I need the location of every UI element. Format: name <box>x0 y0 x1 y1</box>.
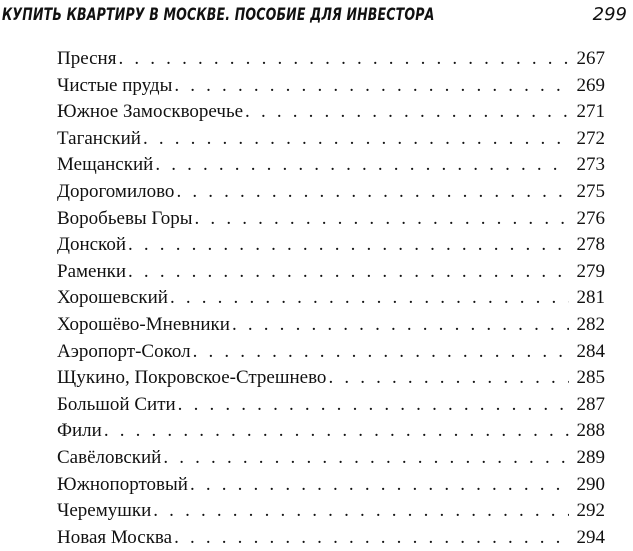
toc-entry-title: Черемушки <box>57 500 152 522</box>
toc-entry-page: 275 <box>576 180 605 202</box>
toc-entry-page: 288 <box>576 420 605 442</box>
toc-entry-page: 276 <box>576 207 605 229</box>
dot-leader <box>245 99 568 125</box>
toc-entry-title: Таганский <box>57 127 141 149</box>
toc-entry <box>57 126 605 153</box>
toc-entry-page: 282 <box>576 313 605 335</box>
dot-leader <box>174 525 568 551</box>
toc-entry <box>57 445 605 472</box>
toc-entry <box>57 73 605 100</box>
toc-entry-title: Фили <box>57 420 102 442</box>
dot-leader <box>328 365 568 391</box>
toc-entry-page: 294 <box>576 526 605 548</box>
toc-entry <box>57 46 605 73</box>
toc-entry-page: 281 <box>576 287 605 309</box>
dot-leader <box>128 232 569 258</box>
toc-entry-page: 272 <box>576 127 605 149</box>
dot-leader <box>143 126 569 152</box>
dot-leader <box>118 46 568 72</box>
dot-leader <box>128 259 568 285</box>
toc-entry <box>57 232 605 259</box>
toc-entry <box>57 472 605 499</box>
toc-entry-page: 278 <box>576 234 605 256</box>
dot-leader <box>153 498 568 524</box>
toc-entry-page: 290 <box>576 473 605 495</box>
toc-entry <box>57 179 605 206</box>
toc-entry <box>57 312 605 339</box>
toc-entry-title: Савёловский <box>57 446 162 468</box>
toc-entry <box>57 339 605 366</box>
toc-entry-title: Дорогомилово <box>57 180 175 202</box>
toc-entry-title: Щукино, Покровское-Стрешнево <box>57 367 327 389</box>
dot-leader <box>163 445 568 471</box>
dot-leader <box>195 206 569 232</box>
dot-leader <box>155 152 568 178</box>
toc-entry-page: 289 <box>576 446 605 468</box>
toc-entry-title: Большой Сити <box>57 393 176 415</box>
dot-leader <box>176 179 568 205</box>
toc-entry-page: 284 <box>576 340 605 362</box>
dot-leader <box>104 418 569 444</box>
toc-entry <box>57 525 605 551</box>
book-title: КУПИТЬ КВАРТИРУ В МОСКВЕ. ПОСОБИЕ ДЛЯ ИНВЕСТОРА <box>2 5 435 25</box>
toc-entry-title: Аэропорт-Сокол <box>57 340 191 362</box>
toc-entry <box>57 99 605 126</box>
toc-entry-page: 292 <box>576 500 605 522</box>
toc-entry-title: Чистые пруды <box>57 74 173 96</box>
toc-entry <box>57 365 605 392</box>
dot-leader <box>178 392 569 418</box>
dot-leader <box>193 339 569 365</box>
dot-leader <box>174 73 568 99</box>
toc-entry-page: 271 <box>576 101 605 123</box>
table-of-contents <box>57 46 605 551</box>
running-header <box>0 4 633 28</box>
dot-leader <box>190 472 569 498</box>
toc-entry-page: 287 <box>576 393 605 415</box>
toc-entry-title: Новая Москва <box>57 526 173 548</box>
toc-entry-title: Хорошевский <box>57 287 168 309</box>
toc-entry-title: Мещанский <box>57 154 154 176</box>
toc-entry-page: 269 <box>576 74 605 96</box>
toc-entry-page: 273 <box>576 154 605 176</box>
toc-entry <box>57 152 605 179</box>
toc-entry-page: 285 <box>576 367 605 389</box>
toc-entry-title: Пресня <box>57 48 117 69</box>
toc-entry-title: Донской <box>57 234 126 256</box>
toc-entry <box>57 418 605 445</box>
toc-entry-title: Хорошёво-Мневники <box>57 313 230 335</box>
toc-entry <box>57 259 605 286</box>
toc-entry-title: Воробьевы Горы <box>57 207 193 229</box>
dot-leader <box>232 312 569 338</box>
toc-entry-title: Южнопортовый <box>57 473 188 495</box>
toc-entry <box>57 392 605 419</box>
toc-entry <box>57 206 605 233</box>
toc-entry <box>57 285 605 312</box>
toc-entry-page: 267 <box>576 48 605 69</box>
toc-entry-page: 279 <box>576 260 605 282</box>
page-number: 299 <box>592 4 627 25</box>
dot-leader <box>170 285 569 311</box>
toc-entry <box>57 498 605 525</box>
toc-entry-title: Раменки <box>57 260 127 282</box>
toc-entry-title: Южное Замоскворечье <box>57 101 244 123</box>
